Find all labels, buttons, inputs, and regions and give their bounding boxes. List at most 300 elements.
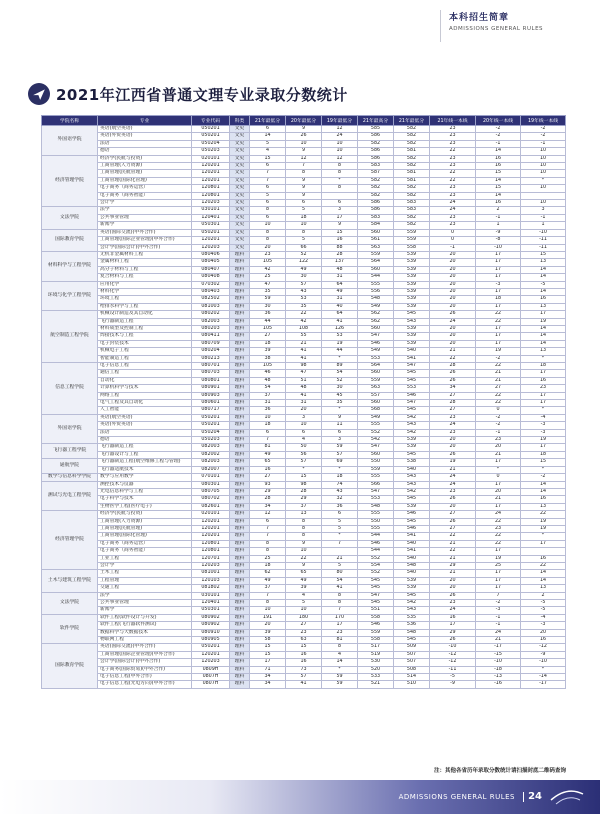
table-cell: 546 — [394, 392, 430, 399]
major-cell: 德语 — [98, 437, 192, 444]
table-cell: 5 — [286, 207, 322, 214]
brand-title: 本科招生简章 — [449, 13, 510, 23]
table-cell: 560 — [358, 400, 394, 407]
table-cell: 17 — [250, 659, 286, 666]
table-row — [42, 422, 566, 429]
table-cell: 1 — [476, 222, 521, 229]
table-cell: 24 — [430, 422, 476, 429]
table-cell: 050201 — [192, 422, 230, 429]
table-cell: 文史 — [230, 126, 250, 133]
table-cell: 18 — [286, 214, 322, 221]
table-cell: 71 — [250, 666, 286, 673]
table-cell: 582 — [394, 192, 430, 199]
table-cell: -1 — [476, 214, 521, 221]
table-row — [42, 459, 566, 466]
table-cell: 17 — [476, 459, 521, 466]
table-cell: 543 — [394, 318, 430, 325]
table-cell: 509 — [394, 644, 430, 651]
table-cell: 17 — [521, 400, 566, 407]
table-cell: 5 — [322, 562, 358, 569]
table-cell: 文史 — [230, 163, 250, 170]
table-row — [42, 570, 566, 577]
major-cell: 公共事业管理 — [98, 600, 192, 607]
table-cell: 120203 — [192, 659, 230, 666]
table-cell: 0807H — [192, 674, 230, 681]
major-cell: 飞行器设计与工程 — [98, 451, 192, 458]
table-cell: 22 — [476, 533, 521, 540]
table-cell: 理科 — [230, 607, 250, 614]
table-cell: 49 — [322, 288, 358, 295]
table-cell: 54 — [250, 385, 286, 392]
table-cell: 070101 — [192, 474, 230, 481]
table-cell: 3 — [322, 437, 358, 444]
table-cell: * — [322, 407, 358, 414]
table-cell: 547 — [358, 592, 394, 599]
table-cell: -3 — [521, 429, 566, 436]
major-cell: 电子商务(国际贸易)(中外合作) — [98, 666, 192, 673]
major-cell: 电子商务（商务智能） — [98, 192, 192, 199]
table-cell: 21 — [430, 555, 476, 562]
table-cell: 28 — [286, 488, 322, 495]
table-cell: 98 — [286, 363, 322, 370]
table-cell: 57 — [286, 459, 322, 466]
table-cell: 23 — [430, 185, 476, 192]
table-row — [42, 592, 566, 599]
major-cell: 应用化学 — [98, 281, 192, 288]
table-cell: 23 — [430, 600, 476, 607]
major-cell: 材料化学 — [98, 288, 192, 295]
table-cell: 080204 — [192, 348, 230, 355]
major-cell: 复合材料与工程 — [98, 274, 192, 281]
table-cell: 8 — [250, 229, 286, 236]
table-cell: 53 — [322, 333, 358, 340]
table-cell: 0807H — [192, 681, 230, 688]
table-cell: 66 — [286, 244, 322, 251]
table-cell: * — [476, 466, 521, 473]
table-cell: 26 — [430, 592, 476, 599]
table-cell: 31 — [250, 400, 286, 407]
table-cell: 17 — [521, 311, 566, 318]
table-cell: 120203 — [192, 562, 230, 569]
table-cell: 1 — [521, 222, 566, 229]
table-cell: 549 — [358, 348, 394, 355]
table-cell: 539 — [394, 444, 430, 451]
table-cell: 535 — [394, 614, 430, 621]
table-cell: 586 — [358, 133, 394, 140]
table-cell: 5 — [322, 525, 358, 532]
table-row — [42, 126, 566, 133]
table-cell: 10 — [322, 148, 358, 155]
table-cell: 26 — [430, 496, 476, 503]
table-cell: 理科 — [230, 525, 250, 532]
table-cell: 27 — [430, 392, 476, 399]
major-cell: 英语(航空英语) — [98, 126, 192, 133]
major-cell: 电子信息工程(中外合作) — [98, 674, 192, 681]
table-cell: 42 — [250, 266, 286, 273]
table-cell: 542 — [358, 437, 394, 444]
table-cell: 552 — [358, 429, 394, 436]
table-cell: 26 — [430, 311, 476, 318]
table-cell: 9 — [286, 562, 322, 569]
table-cell: 23 — [430, 192, 476, 199]
table-cell: 19 — [521, 518, 566, 525]
table-cell: 507 — [394, 651, 430, 658]
table-cell: 17 — [476, 548, 521, 555]
table-cell: 20 — [476, 444, 521, 451]
table-cell: 553 — [358, 496, 394, 503]
table-cell: 文史 — [230, 237, 250, 244]
table-row — [42, 333, 566, 340]
major-cell: 会计学(国际会计)(中外合作) — [98, 244, 192, 251]
table-cell: 14 — [521, 274, 566, 281]
table-cell: 120801 — [192, 540, 230, 547]
table-cell: 548 — [394, 562, 430, 569]
table-cell: 560 — [358, 266, 394, 273]
table-cell: 9 — [286, 126, 322, 133]
table-row — [42, 214, 566, 221]
table-cell: 44 — [250, 318, 286, 325]
table-cell: 74 — [322, 481, 358, 488]
table-cell: 44 — [322, 348, 358, 355]
table-cell: 555 — [358, 281, 394, 288]
table-row — [42, 392, 566, 399]
major-cell: 工商管理(民航管理) — [98, 525, 192, 532]
table-cell: 510 — [394, 681, 430, 688]
table-cell: 541 — [394, 548, 430, 555]
table-row — [42, 577, 566, 584]
table-cell: 41 — [286, 355, 322, 362]
table-cell: 48 — [322, 266, 358, 273]
table-cell: 560 — [358, 451, 394, 458]
table-cell: 理科 — [230, 496, 250, 503]
table-cell: 22 — [476, 318, 521, 325]
table-cell: 521 — [358, 681, 394, 688]
table-row — [42, 155, 566, 162]
table-cell: 20 — [430, 340, 476, 347]
table-cell: 4 — [286, 592, 322, 599]
table-cell: 22 — [430, 177, 476, 184]
table-cell: 549 — [358, 303, 394, 310]
table-cell: 539 — [394, 281, 430, 288]
major-cell: 物联网工程 — [98, 637, 192, 644]
table-cell: 564 — [358, 259, 394, 266]
major-cell: 工商管理(国际化管理) — [98, 533, 192, 540]
table-cell: 52 — [286, 251, 322, 258]
table-cell: 17 — [322, 622, 358, 629]
table-cell: 586 — [358, 148, 394, 155]
table-cell: 545 — [394, 637, 430, 644]
major-cell: 材料成型及控制工程 — [98, 325, 192, 332]
major-cell: 电子信息工程(光电方向)(中外合作) — [98, 681, 192, 688]
table-cell: -15 — [476, 651, 521, 658]
table-cell: 24 — [476, 629, 521, 636]
table-cell: 理科 — [230, 311, 250, 318]
table-cell: 理科 — [230, 259, 250, 266]
table-cell: 22 — [476, 540, 521, 547]
table-cell: 080903 — [192, 392, 230, 399]
table-cell: 56 — [286, 451, 322, 458]
footnote: 注：其他各省历年录取分数统计请扫描封底二维码查询 — [433, 768, 566, 774]
table-cell: 15 — [521, 251, 566, 258]
major-cell: 数学与应用数学 — [98, 474, 192, 481]
table-cell: 559 — [394, 229, 430, 236]
table-cell: 理科 — [230, 600, 250, 607]
table-cell — [322, 548, 358, 555]
table-cell: 19 — [521, 437, 566, 444]
table-cell: 108 — [286, 325, 322, 332]
table-cell: 563 — [358, 385, 394, 392]
table-cell: 16 — [476, 155, 521, 162]
table-cell: 582 — [394, 163, 430, 170]
college-name-cell: 国际教育学院 — [42, 229, 98, 251]
major-cell: 人工智能 — [98, 407, 192, 414]
table-cell: 理科 — [230, 622, 250, 629]
table-cell: 93 — [250, 481, 286, 488]
table-cell: 549 — [358, 414, 394, 421]
table-cell: 551 — [358, 607, 394, 614]
table-cell: 9 — [286, 540, 322, 547]
table-cell: 050201 — [192, 414, 230, 421]
major-cell: 会计学(国际会计)(中外合作) — [98, 659, 192, 666]
table-cell: 0 — [476, 407, 521, 414]
table-cell: 583 — [358, 214, 394, 221]
college-name-cell: 外国语学院 — [42, 126, 98, 156]
table-cell: 43 — [286, 288, 322, 295]
table-cell: 53 — [286, 296, 322, 303]
table-row — [42, 244, 566, 251]
table-cell: 25 — [250, 555, 286, 562]
table-cell: 18 — [322, 474, 358, 481]
table-cell: 9 — [286, 185, 322, 192]
table-row — [42, 451, 566, 458]
table-cell: -11 — [521, 244, 566, 251]
table-cell: -5 — [521, 281, 566, 288]
table-cell: -17 — [521, 681, 566, 688]
table-cell: 23 — [322, 629, 358, 636]
table-row — [42, 614, 566, 621]
table-cell: 48 — [286, 385, 322, 392]
table-cell: 080801 — [192, 377, 230, 384]
table-cell: 520 — [358, 666, 394, 673]
table-cell: 17 — [476, 274, 521, 281]
table-cell: 21 — [476, 377, 521, 384]
table-cell: 理科 — [230, 614, 250, 621]
table-cell: 41 — [286, 348, 322, 355]
table-cell: 547 — [394, 400, 430, 407]
major-cell: 德语 — [98, 148, 192, 155]
table-cell: 20 — [430, 444, 476, 451]
table-cell: 8 — [322, 600, 358, 607]
table-row — [42, 207, 566, 214]
table-cell: 20 — [430, 585, 476, 592]
table-cell: 14 — [521, 488, 566, 495]
table-cell: 27 — [250, 474, 286, 481]
table-cell: 126 — [322, 325, 358, 332]
table-cell: 理科 — [230, 274, 250, 281]
table-cell: 581 — [394, 148, 430, 155]
table-cell: 22 — [476, 518, 521, 525]
table-cell: 6 — [286, 429, 322, 436]
table-cell: 0 — [476, 474, 521, 481]
table-cell: 10 — [286, 548, 322, 555]
table-cell: 32 — [322, 496, 358, 503]
table-cell: 16 — [286, 659, 322, 666]
table-cell: 080705 — [192, 488, 230, 495]
table-cell: 17 — [521, 370, 566, 377]
table-cell: 21 — [430, 348, 476, 355]
table-cell: -1 — [521, 140, 566, 147]
table-cell: 理科 — [230, 266, 250, 273]
table-cell: 26 — [430, 451, 476, 458]
table-cell: 理科 — [230, 674, 250, 681]
table-cell: 585 — [358, 126, 394, 133]
table-cell: 559 — [358, 629, 394, 636]
table-cell: 22 — [521, 511, 566, 518]
table-cell: 6 — [286, 200, 322, 207]
table-cell: 29 — [430, 562, 476, 569]
table-cell: 514 — [394, 674, 430, 681]
table-cell: 22 — [476, 392, 521, 399]
table-cell: 49 — [250, 577, 286, 584]
table-cell: 理科 — [230, 659, 250, 666]
table-cell: 47 — [286, 370, 322, 377]
table-cell: 理科 — [230, 644, 250, 651]
table-cell: -10 — [430, 644, 476, 651]
table-cell: -1 — [521, 214, 566, 221]
table-cell: 文史 — [230, 140, 250, 147]
column-header: 专业代码 — [192, 116, 230, 126]
table-cell: 54 — [322, 370, 358, 377]
table-cell: -12 — [430, 659, 476, 666]
table-cell: 34 — [250, 674, 286, 681]
table-cell: 23 — [521, 385, 566, 392]
table-cell: 22 — [286, 555, 322, 562]
table-cell: -3 — [476, 607, 521, 614]
table-cell: 69 — [322, 459, 358, 466]
table-cell: 5 — [286, 600, 322, 607]
table-cell: 20 — [430, 437, 476, 444]
table-cell: 539 — [394, 325, 430, 332]
table-cell: 文史 — [230, 170, 250, 177]
table-cell: 理科 — [230, 444, 250, 451]
table-cell: 23 — [430, 429, 476, 436]
table-cell: 050204 — [192, 140, 230, 147]
table-cell: 3 — [322, 207, 358, 214]
table-cell: 35 — [322, 400, 358, 407]
major-cell: 新闻学 — [98, 222, 192, 229]
table-row — [42, 437, 566, 444]
table-cell: 18 — [521, 363, 566, 370]
table-cell: 理科 — [230, 540, 250, 547]
table-cell: 545 — [394, 311, 430, 318]
major-cell: 电子封装技术 — [98, 340, 192, 347]
table-cell: 23 — [430, 133, 476, 140]
column-header: 19年线一本线 — [521, 116, 566, 126]
table-cell: 8 — [250, 237, 286, 244]
table-cell: 530 — [358, 659, 394, 666]
table-cell: 19 — [476, 348, 521, 355]
table-cell: 15 — [250, 651, 286, 658]
table-cell: 582 — [358, 177, 394, 184]
table-cell: -1 — [476, 140, 521, 147]
table-cell: 137 — [322, 259, 358, 266]
table-cell: 548 — [358, 296, 394, 303]
table-cell: 34 — [430, 385, 476, 392]
table-cell: 14 — [250, 133, 286, 140]
major-cell: 高分子材料与工程 — [98, 266, 192, 273]
table-cell: -5 — [430, 674, 476, 681]
table-cell: 080902 — [192, 622, 230, 629]
major-cell: 交通工程 — [98, 585, 192, 592]
table-cell: 15 — [250, 644, 286, 651]
table-cell: 14 — [521, 266, 566, 273]
table-cell: 17 — [476, 481, 521, 488]
table-cell: * — [521, 177, 566, 184]
college-name-cell: 信息工程学院 — [42, 363, 98, 415]
table-cell: 120201 — [192, 177, 230, 184]
table-cell: 540 — [394, 555, 430, 562]
table-cell: 547 — [394, 363, 430, 370]
table-cell: 45 — [322, 392, 358, 399]
table-cell: 理科 — [230, 429, 250, 436]
table-cell: 583 — [358, 163, 394, 170]
table-cell: 16 — [322, 237, 358, 244]
table-cell: 19 — [521, 318, 566, 325]
table-cell: 15 — [476, 185, 521, 192]
table-cell: 050203 — [192, 437, 230, 444]
major-cell: 电子商务（商务智能） — [98, 548, 192, 555]
table-cell: * — [521, 355, 566, 362]
table-cell: 理科 — [230, 629, 250, 636]
table-cell: * — [322, 533, 358, 540]
table-cell: 26 — [430, 377, 476, 384]
table-cell: -5 — [521, 607, 566, 614]
table-cell: 5 — [286, 237, 322, 244]
table-cell: 理科 — [230, 681, 250, 688]
table-cell: 20 — [430, 296, 476, 303]
table-cell: 3 — [286, 414, 322, 421]
table-cell: 536 — [394, 622, 430, 629]
page-number: 24 — [528, 791, 542, 802]
table-cell: 545 — [394, 592, 430, 599]
table-cell: 030101 — [192, 592, 230, 599]
table-row — [42, 177, 566, 184]
column-header: 专业 — [98, 116, 192, 126]
table-cell: 27 — [430, 511, 476, 518]
table-cell: -10 — [476, 244, 521, 251]
table-cell: 理科 — [230, 296, 250, 303]
table-cell: 0 — [430, 237, 476, 244]
table-cell: 080301 — [192, 481, 230, 488]
table-cell: 563 — [358, 244, 394, 251]
table-cell: 081802 — [192, 585, 230, 592]
table-cell: 理科 — [230, 570, 250, 577]
table-cell: 082002 — [192, 451, 230, 458]
table-cell: 9 — [286, 148, 322, 155]
table-cell: 42 — [286, 318, 322, 325]
table-row — [42, 555, 566, 562]
table-cell: 文史 — [230, 214, 250, 221]
table-cell: 7 — [250, 437, 286, 444]
footer-label: ADMISSIONS GENERAL RULES — [398, 793, 515, 801]
table-row — [42, 548, 566, 555]
table-cell: 54 — [322, 577, 358, 584]
table-cell: * — [286, 466, 322, 473]
table-cell: 20 — [521, 629, 566, 636]
table-cell: 120401 — [192, 600, 230, 607]
table-cell: 050301 — [192, 607, 230, 614]
table-cell: 57 — [286, 281, 322, 288]
